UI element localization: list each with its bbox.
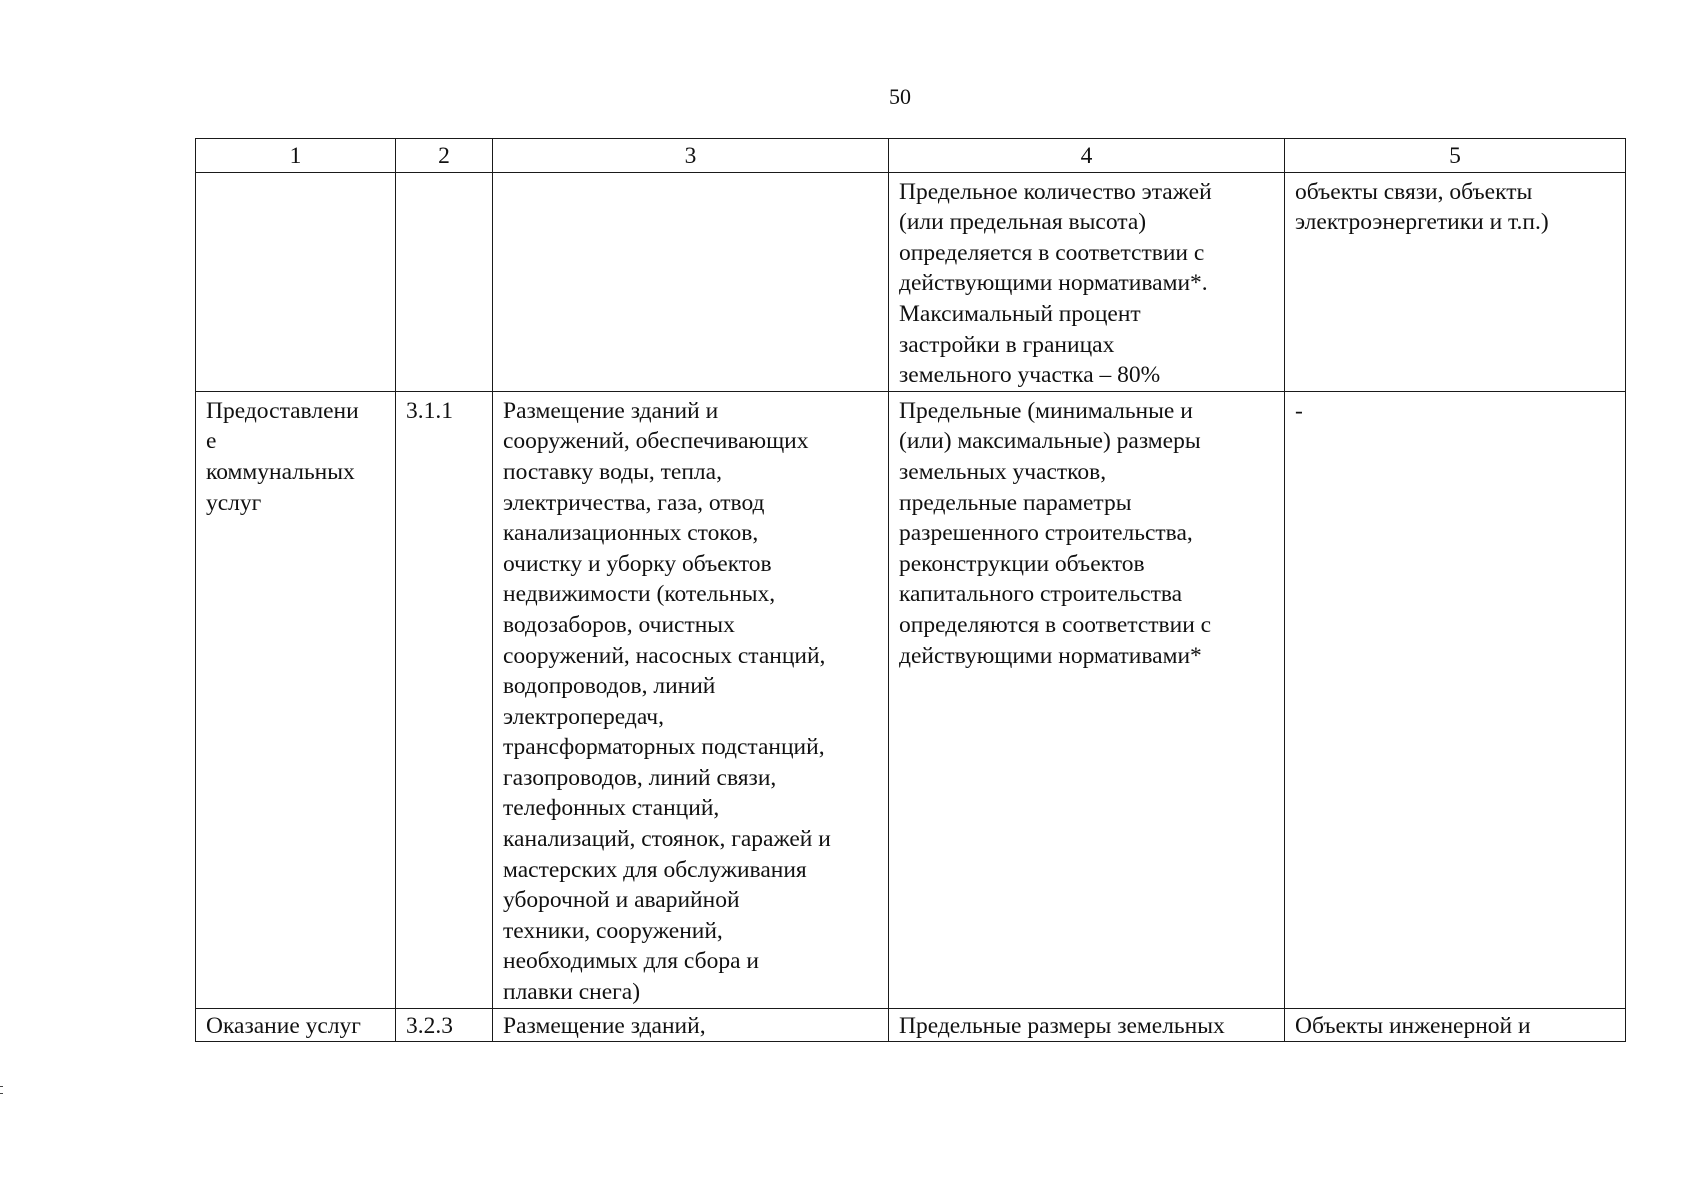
scan-mark: [0, 1086, 3, 1094]
column-header: 4: [889, 139, 1285, 173]
objects-cell: -: [1285, 391, 1626, 1008]
use-description-cell: [493, 172, 889, 391]
use-code-cell: [396, 172, 493, 391]
parameters-cell: Предельное количество этажей (или предельная высота) определяется в соответствии с действующими нормативами*. Максимальный процент застройки в границах земельного участка – 80%: [889, 172, 1285, 391]
column-header: 2: [396, 139, 493, 173]
page-number: 50: [889, 84, 911, 109]
parameters-cell: Предельные (минимальные и (или) максимальные) размеры земельных участков, предельные параметры разрешенного строительства, реконструкции объектов капитального строительства определяются в соответствии с действующими нормативами*: [889, 391, 1285, 1008]
use-code-cell: 3.2.3: [396, 1008, 493, 1042]
use-name-cell: Оказание услуг: [196, 1008, 396, 1042]
table-row: [196, 172, 1626, 391]
parameters-cell: Предельные размеры земельных: [889, 1008, 1285, 1042]
column-header: 3: [493, 139, 889, 173]
zoning-table: [195, 138, 1626, 1042]
table-row: [196, 1008, 1626, 1042]
use-name-cell: Предоставлени е коммунальных услуг: [196, 391, 396, 1008]
column-header: 1: [196, 139, 396, 173]
objects-cell: Объекты инженерной и: [1285, 1008, 1626, 1042]
use-code-cell: 3.1.1: [396, 391, 493, 1008]
use-description-cell: Размещение зданий,: [493, 1008, 889, 1042]
column-header: 5: [1285, 139, 1626, 173]
use-description-cell: Размещение зданий и сооружений, обеспечивающих поставку воды, тепла, электричества, газа, отвод канализационных стоков, очистку и уборку объектов недвижимости (котельных, водозаборов, очистных сооружений, насосных станций, водопроводов, линий электропередач, трансформаторных подстанций, газопроводов, линий связи, телефонных станций, канализаций, стоянок, гаражей и мастерских для обслуживания уборочной и аварийной техники, сооружений, необходимых для сбора и плавки снега): [493, 391, 889, 1008]
use-name-cell: [196, 172, 396, 391]
objects-cell: объекты связи, объекты электроэнергетики и т.п.): [1285, 172, 1626, 391]
table-header-row: [196, 139, 1626, 173]
table-row: [196, 391, 1626, 1008]
